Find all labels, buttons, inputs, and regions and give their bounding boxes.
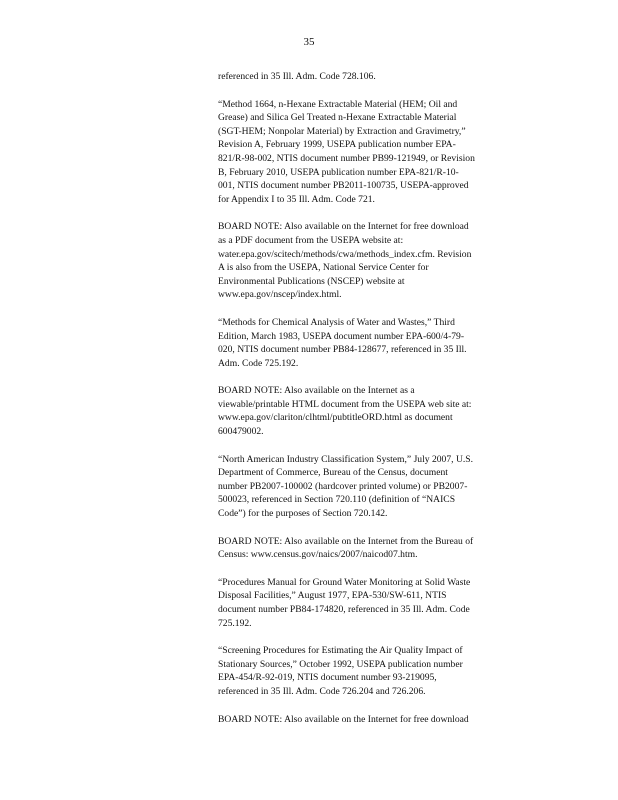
text-line: water.epa.gov/scitech/methods/cwa/methods_index.cfm. Revision xyxy=(218,248,472,260)
text-line: 001, NTIS document number PB2011-100735, USEPA-approved xyxy=(218,180,469,192)
reference-paragraph xyxy=(218,384,544,438)
text-line: document number PB84-174820, referenced in 35 Ill. Adm. Code xyxy=(218,604,470,615)
text-line: 500023, referenced in Section 720.110 (definition of “NAICS xyxy=(218,494,456,506)
text-line: B, February 2010, USEPA publication number EPA-821/R-10- xyxy=(218,166,459,178)
text-line: EPA-454/R-92-019, NTIS document number 93-219095, xyxy=(218,672,437,684)
text-line: referenced in 35 Ill. Adm. Code 726.204 and 726.206. xyxy=(218,685,426,697)
text-line: Census: www.census.gov/naics/2007/naicod07.htm. xyxy=(218,549,418,561)
text-line: BOARD NOTE: Also available on the Internet as a xyxy=(218,385,415,397)
text-line: Adm. Code 725.192. xyxy=(218,357,299,369)
reference-paragraph xyxy=(218,535,544,562)
text-line: 600479002. xyxy=(218,426,264,438)
text-line: www.epa.gov/nscep/index.html. xyxy=(218,289,342,301)
text-line: as a PDF document from the USEPA website at: xyxy=(218,234,404,246)
reference-paragraph xyxy=(218,220,544,302)
text-line: “Method 1664, n-Hexane Extractable Material (HEM; Oil and xyxy=(218,98,458,110)
text-line: for Appendix I to 35 Ill. Adm. Code 721. xyxy=(218,193,375,205)
text-line: Environmental Publications (NSCEP) website at xyxy=(218,275,405,287)
reference-paragraph xyxy=(218,713,544,727)
text-line: viewable/printable HTML document from the USEPA web site at: xyxy=(218,398,472,410)
text-line: Revision A, February 1999, USEPA publication number EPA- xyxy=(218,139,456,151)
reference-paragraph xyxy=(218,453,544,521)
reference-paragraph xyxy=(218,644,544,698)
page-number: 35 xyxy=(303,36,315,48)
document-body xyxy=(218,70,544,726)
reference-paragraph xyxy=(218,316,544,370)
text-line: 821/R-98-002, NTIS document number PB99-121949, or Revision xyxy=(218,152,475,164)
reference-paragraph xyxy=(218,576,544,630)
text-line: Edition, March 1983, USEPA document number EPA-600/4-79- xyxy=(218,330,465,342)
text-line: BOARD NOTE: Also available on the Internet for free download xyxy=(218,713,469,725)
text-line: “Screening Procedures for Estimating the Air Quality Impact of xyxy=(218,645,463,657)
text-line: Disposal Facilities,” August 1977, EPA-530/SW-611, NTIS xyxy=(218,590,447,602)
text-line: number PB2007-100002 (hardcover printed volume) or PB2007- xyxy=(218,480,468,492)
text-line: www.epa.gov/clariton/clhtml/pubtitleORD.html as document xyxy=(218,412,453,424)
text-line: “North American Industry Classification System,” July 2007, U.S. xyxy=(218,453,474,465)
reference-paragraph xyxy=(218,98,544,207)
text-line: BOARD NOTE: Also available on the Internet for free download xyxy=(218,221,469,233)
text-line: referenced in 35 Ill. Adm. Code 728.106. xyxy=(218,71,376,82)
text-line: Stationary Sources,” October 1992, USEPA publication number xyxy=(218,658,463,670)
reference-paragraph xyxy=(218,70,544,84)
text-line: Code”) for the purposes of Section 720.142. xyxy=(218,508,388,520)
text-line: BOARD NOTE: Also available on the Internet from the Bureau of xyxy=(218,535,474,547)
text-line: “Procedures Manual for Ground Water Monitoring at Solid Waste xyxy=(218,576,471,588)
text-line: A is also from the USEPA, National Service Center for xyxy=(218,262,429,274)
text-line: 020, NTIS document number PB84-128677, referenced in 35 Ill. xyxy=(218,344,467,356)
text-line: Department of Commerce, Bureau of the Census, document xyxy=(218,467,448,479)
text-line: (SGT-HEM; Nonpolar Material) by Extraction and Gravimetry,” xyxy=(218,125,466,137)
text-line: “Methods for Chemical Analysis of Water and Wastes,” Third xyxy=(218,316,455,328)
text-line: 725.192. xyxy=(218,617,252,629)
text-line: Grease) and Silica Gel Treated n-Hexane Extractable Material xyxy=(218,112,457,124)
